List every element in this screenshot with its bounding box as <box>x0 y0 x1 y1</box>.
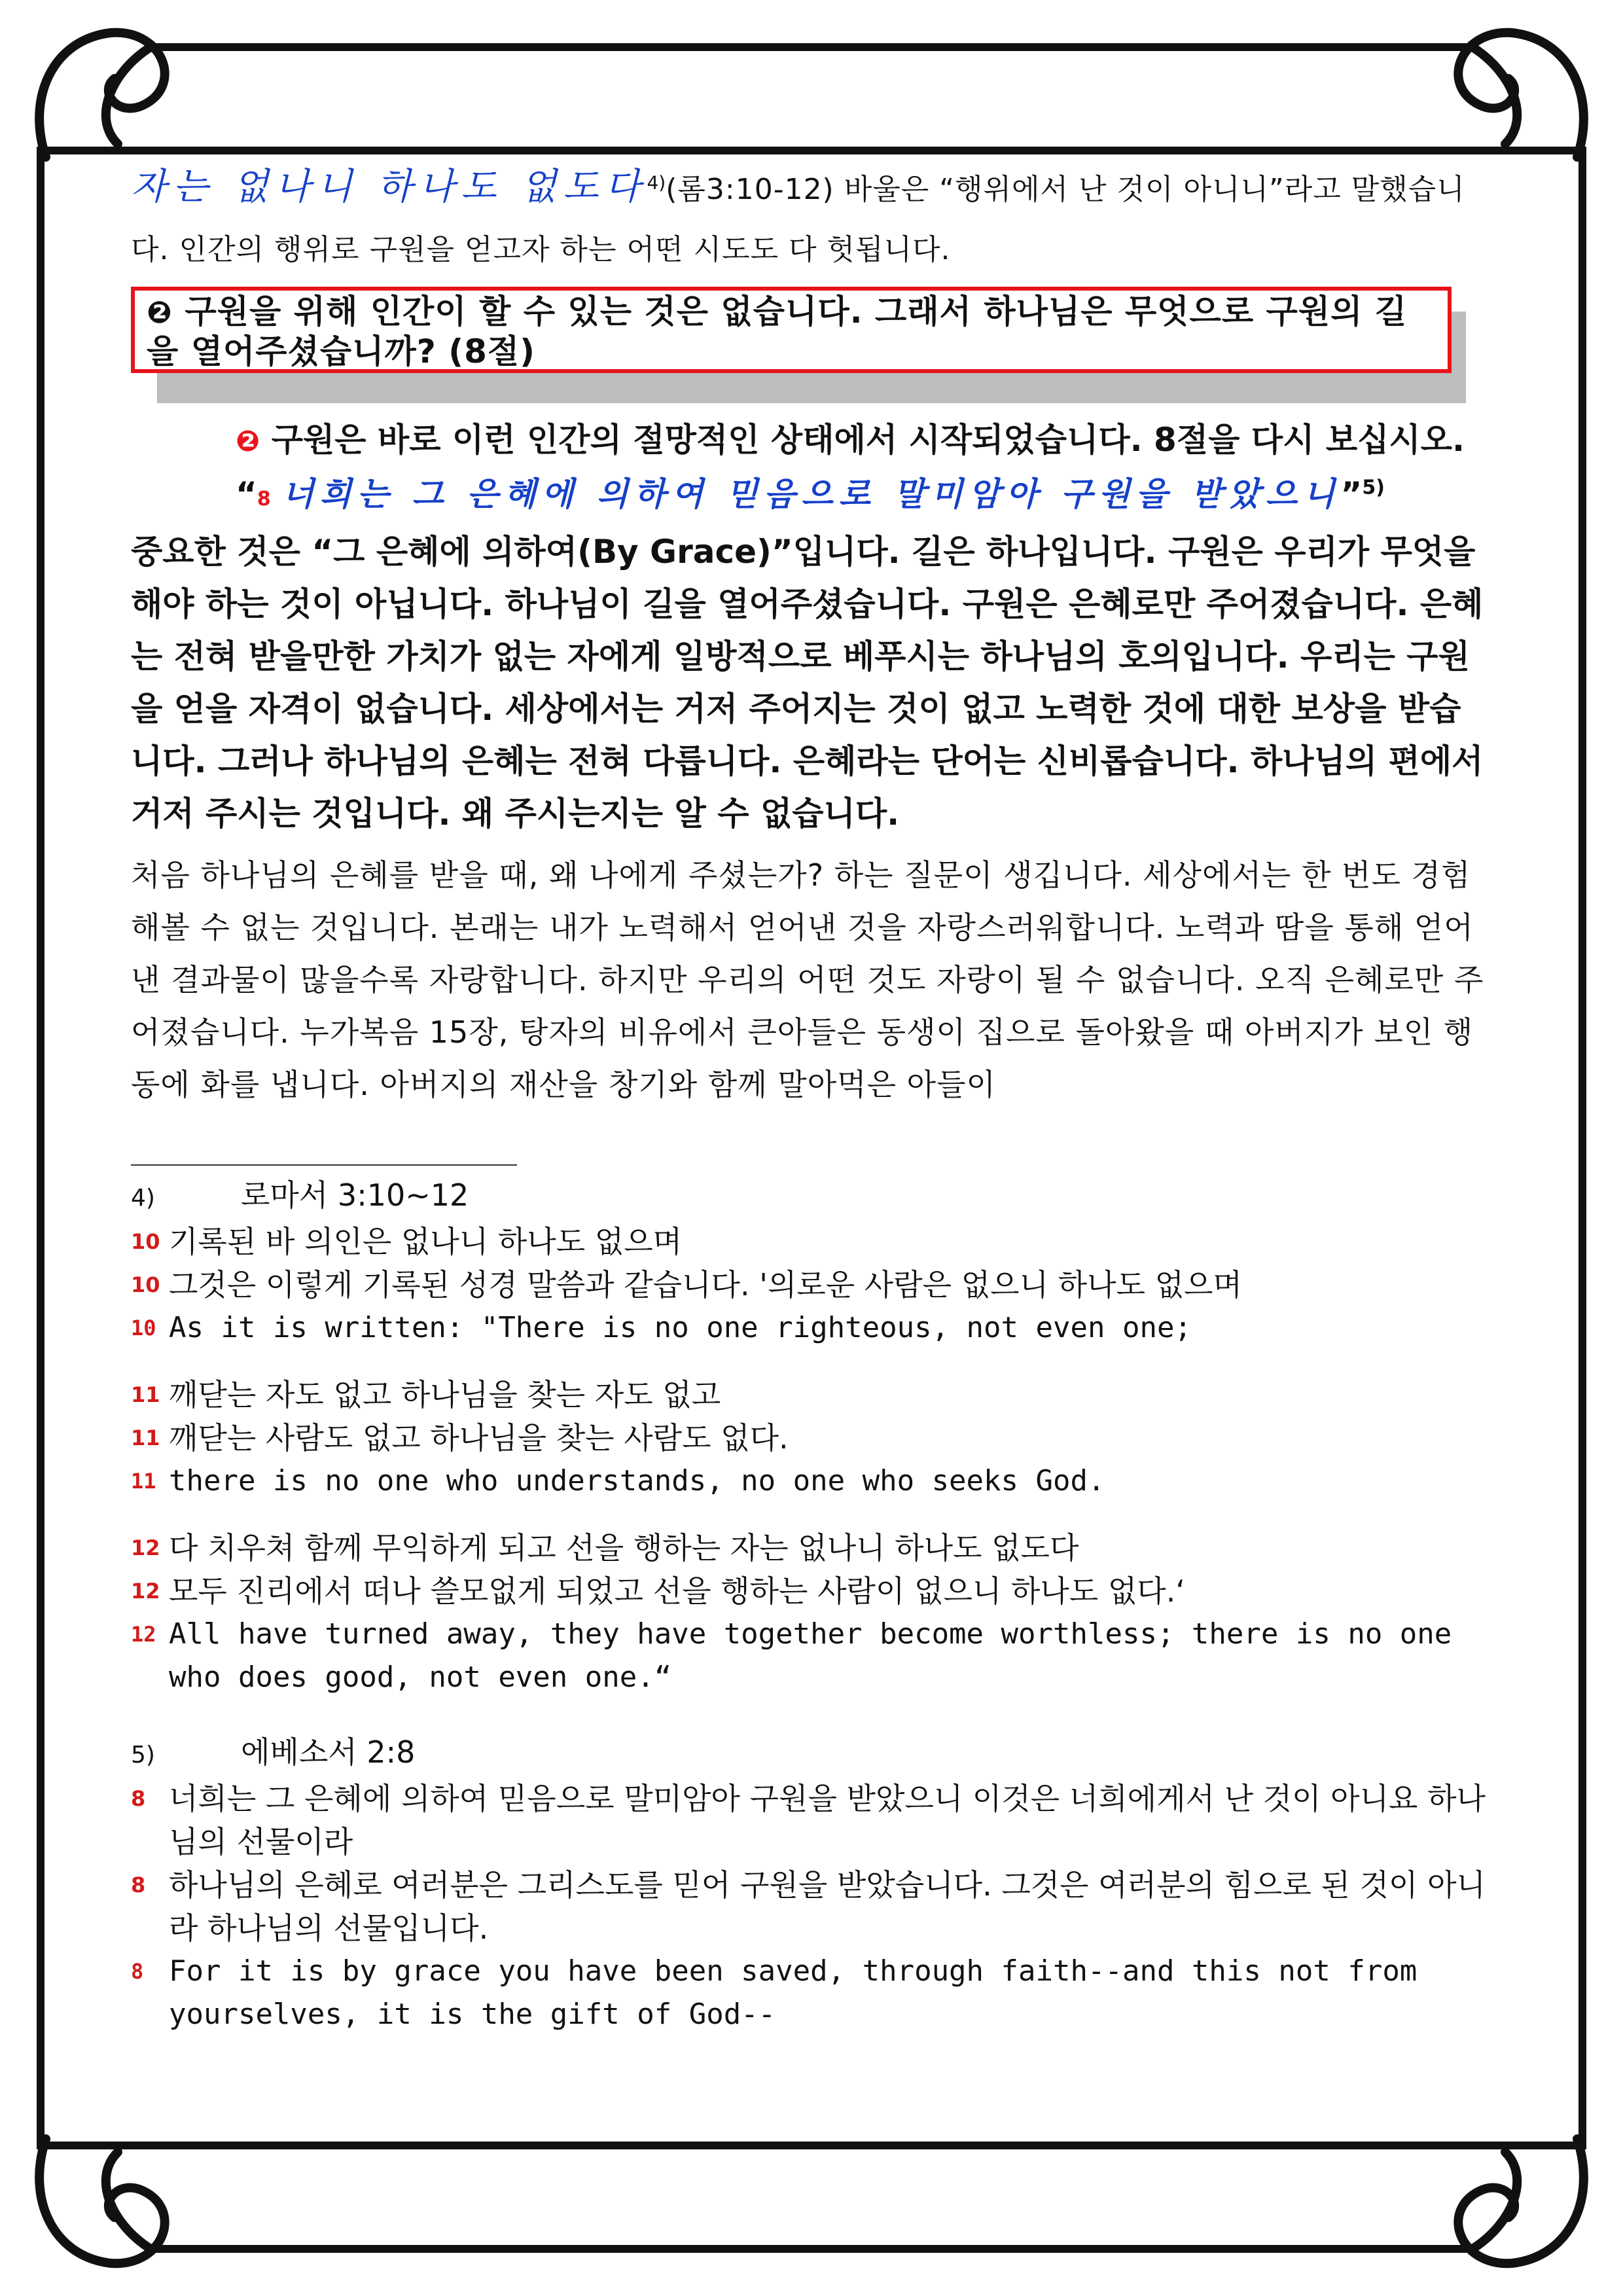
verse-text: there is no one who understands, no one who seeks God. <box>169 1464 1105 1498</box>
verse-number: 8 <box>131 1873 146 1897</box>
answer-lead: 구원은 바로 이런 인간의 절망적인 상태에서 시작되었습니다. 8절을 다시 보십시오. “ <box>236 421 1465 513</box>
verse-line <box>131 1570 1492 1613</box>
intro-text: (롬3:10-12) 바울은 “행위에서 난 것이 아니니”라고 말했습니다. 인간의 행위로 구원을 얻고자 하는 어떤 시도도 다 헛됩니다. <box>131 173 1465 266</box>
quote-close: ” <box>1340 475 1363 513</box>
intro-paragraph <box>131 157 1492 280</box>
verse-number: 8 <box>131 1959 144 1984</box>
verse-text: 기록된 바 의인은 없나니 하나도 없으며 <box>169 1224 683 1259</box>
page-content <box>131 157 1492 2036</box>
verse-number: 12 <box>131 1622 156 1647</box>
verse-text: 다 치우쳐 함께 무익하게 되고 선을 행하는 자는 없나니 하나도 없도다 <box>169 1530 1079 1566</box>
ornamental-corner-icon <box>39 2139 165 2263</box>
footnote-title: 에베소서 2:8 <box>241 1734 416 1770</box>
verse-number: 10 <box>131 1316 156 1340</box>
footnotes <box>131 1174 1492 2036</box>
verse-text: 깨닫는 사람도 없고 하나님을 찾는 사람도 없다. <box>169 1420 789 1456</box>
verse-group-gap <box>131 1503 1492 1526</box>
verse-text: 하나님의 은혜로 여러분은 그리스도를 믿어 구원을 받았습니다. 그것은 여러분의 힘으로 된 것이 아니라 하나님의 선물입니다. <box>169 1867 1486 1946</box>
question-number: ❷ <box>147 295 173 330</box>
footnote-gap <box>131 1699 1492 1723</box>
verse-line <box>131 1306 1492 1350</box>
verse-text: 그것은 이렇게 기록된 성경 말씀과 같습니다. '의로운 사람은 없으니 하나도 없으며 <box>169 1267 1242 1302</box>
verse-group-gap <box>131 1350 1492 1373</box>
verse-number: 11 <box>131 1426 160 1450</box>
handwritten-verse: 너희는 그 은혜에 의하여 믿음으로 말미암아 구원을 받았으니 <box>282 475 1341 513</box>
verse-text: 깨닫는 자도 없고 하나님을 찾는 자도 없고 <box>169 1377 721 1412</box>
footnote-heading <box>131 1731 1492 1777</box>
verse-number: 8 <box>131 1786 146 1811</box>
ornamental-corner-icon <box>39 33 165 157</box>
verse-line <box>131 1220 1492 1263</box>
footnote-marker: 4) <box>131 1185 155 1211</box>
answer-number: ❷ <box>236 425 260 458</box>
verse-line <box>131 1416 1492 1460</box>
footnote-divider <box>131 1164 517 1166</box>
verse-text: As it is written: "There is no one righteous, not even one; <box>169 1311 1192 1344</box>
ornamental-corner-icon <box>1458 2139 1584 2263</box>
footnote-title: 로마서 3:10~12 <box>241 1177 469 1213</box>
verse-number: 10 <box>131 1272 160 1297</box>
verse-text: 너희는 그 은혜에 의하여 믿음으로 말미암아 구원을 받았으니 이것은 너희에게서 난 것이 아니요 하나님의 선물이라 <box>169 1781 1486 1859</box>
footnote-ref: 5) <box>1362 476 1385 499</box>
verse-line <box>131 1777 1492 1863</box>
verse-line <box>131 1460 1492 1503</box>
verse-number: 11 <box>131 1469 156 1494</box>
question-box <box>131 287 1452 373</box>
answer-section <box>131 414 1492 840</box>
verse-number: 8 <box>257 488 271 511</box>
footnote-marker: 5) <box>131 1742 155 1768</box>
verse-number: 12 <box>131 1579 160 1604</box>
verse-text: All have turned away, they have together become worthless; there is no one who does good, not even one.“ <box>169 1617 1452 1694</box>
body-paragraph: 처음 하나님의 은혜를 받을 때, 왜 나에게 주셨는가? 하는 질문이 생깁니다. 세상에서는 한 번도 경험해볼 수 없는 것입니다. 본래는 내가 노력해서 얻어낸 것을 자랑스러워합니다. 노력과 땀을 통해 얻어낸 결과물이 많을수록 자랑합니다. 하지만 우리의 어떤 것도 자랑이 될 수 없습니다. 오직 은혜로만 주어졌습니다. 누가복음 15장, 탕자의 비유에서 큰아들은 동생이 집으로 돌아왔을 때 아버지가 보인 행동에 화를 냅니다. 아버지의 재산을 창기와 함께 말아먹은 아들이 <box>131 857 1484 1102</box>
handwritten-verse-fragment: 자는 없나니 하나도 없도다 <box>131 166 647 208</box>
answer-lead-line <box>131 414 1492 526</box>
verse-number: 11 <box>131 1382 160 1407</box>
verse-line <box>131 1863 1492 1950</box>
answer-paragraph: 중요한 것은 “그 은혜에 의하여(By Grace)”입니다. 길은 하나입니다. 구원은 우리가 무엇을 해야 하는 것이 아닙니다. 하나님이 길을 열어주셨습니다. 구원은 은혜로만 주어졌습니다. 은혜는 전혀 받을만한 가치가 없는 자에게 일방적으로 베푸시는 하나님의 호의입니다. 우리는 구원을 얻을 자격이 없습니다. 세상에서는 거저 주어지는 것이 없고 노력한 것에 대한 보상을 받습니다. 그러나 하나님의 은혜는 전혀 다릅니다. 은혜라는 단어는 신비롭습니다. 하나님의 편에서 거저 주시는 것입니다. 왜 주시는지는 알 수 없습니다. <box>131 533 1484 833</box>
footnote-ref: 4) <box>647 171 666 194</box>
verse-text: For it is by grace you have been saved, through faith--and this not from yourselves, it is the gift of God-- <box>169 1954 1418 2031</box>
footnote-heading <box>131 1174 1492 1220</box>
verse-line <box>131 1263 1492 1306</box>
verse-line <box>131 1613 1492 1699</box>
verse-line <box>131 1526 1492 1570</box>
question-text: 구원을 위해 인간이 할 수 있는 것은 없습니다. 그래서 하나님은 무엇으로 구원의 길을 열어주셨습니까? (8절) <box>147 293 1408 370</box>
verse-number: 10 <box>131 1229 160 1254</box>
verse-line <box>131 1373 1492 1416</box>
ornamental-corner-icon <box>1458 33 1584 157</box>
verse-line <box>131 1950 1492 2036</box>
question-callout <box>131 287 1492 398</box>
verse-number: 12 <box>131 1535 160 1560</box>
verse-text: 모두 진리에서 떠나 쓸모없게 되었고 선을 행하는 사람이 없으니 하나도 없다.‘ <box>169 1573 1185 1609</box>
